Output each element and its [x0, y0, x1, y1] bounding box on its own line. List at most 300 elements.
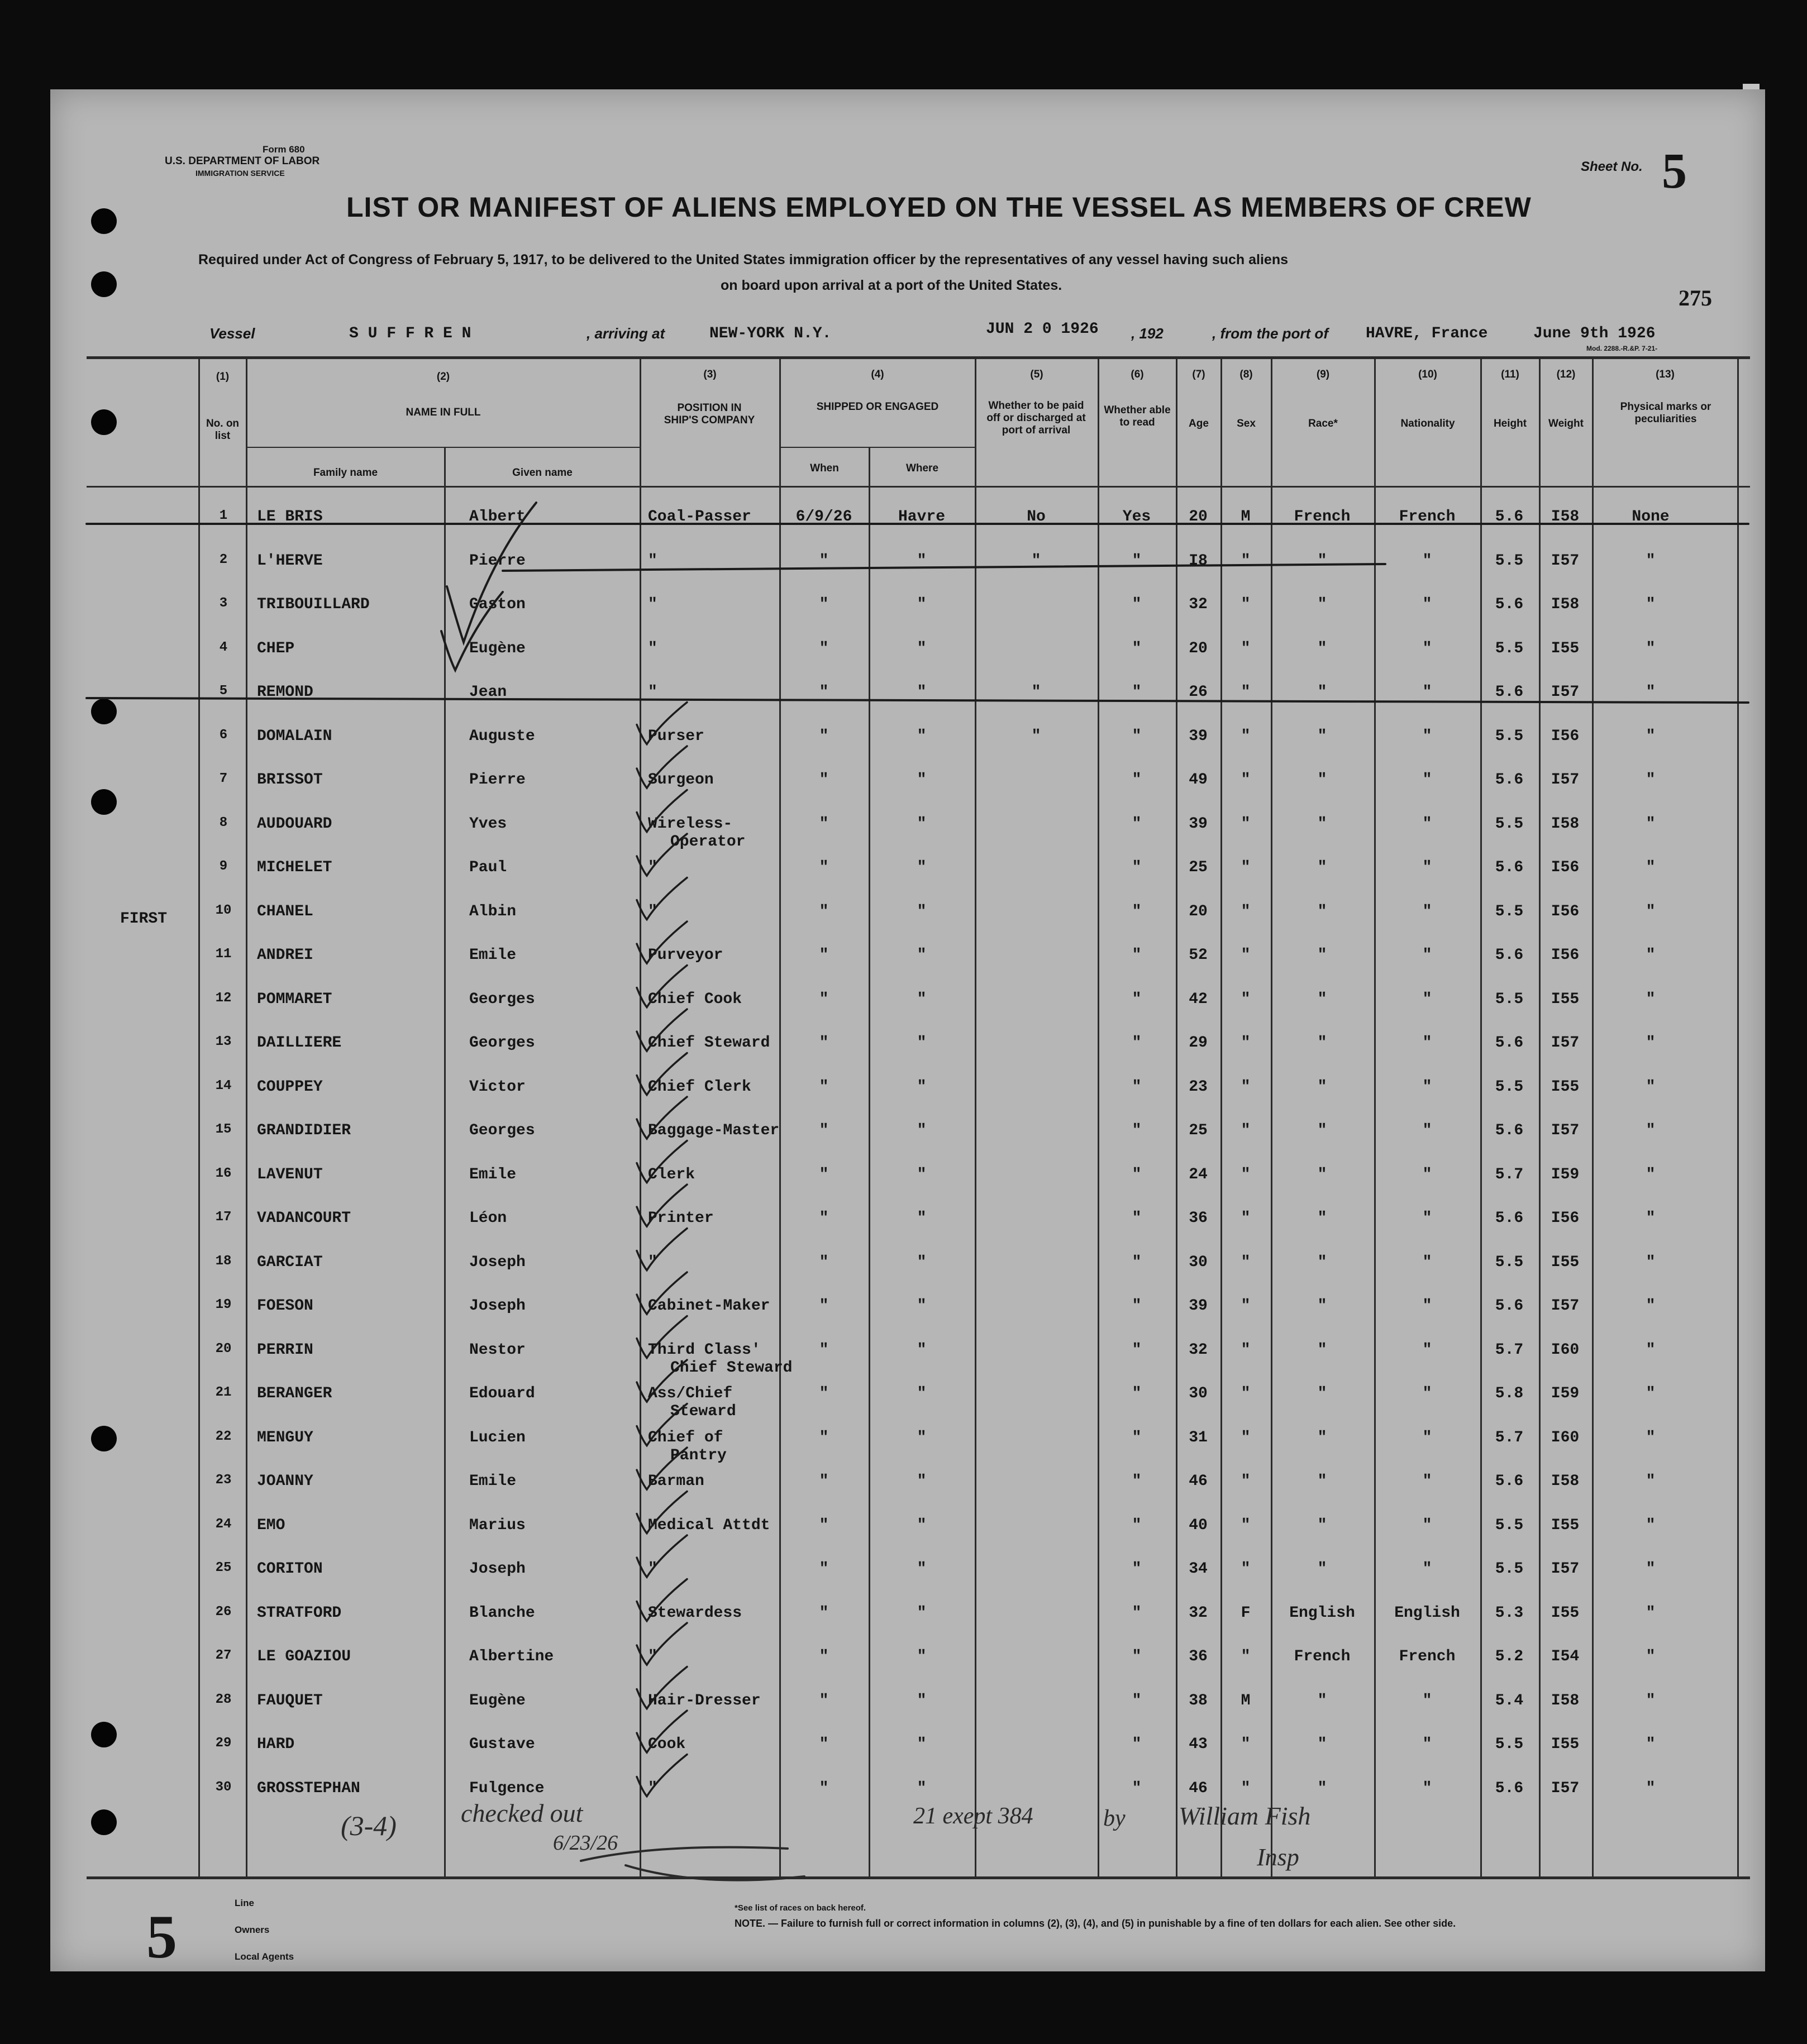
cell-age: 32	[1189, 1341, 1208, 1359]
cell-no: 2	[219, 552, 228, 567]
cell-marks: "	[1646, 1166, 1656, 1183]
cell-nat: "	[1422, 1560, 1432, 1578]
cell-when: "	[819, 859, 829, 876]
cell-age: 39	[1189, 727, 1208, 745]
footer-line-label: Line	[235, 1898, 254, 1908]
cell-nat: "	[1422, 1122, 1432, 1139]
cell-sex: "	[1241, 1648, 1251, 1665]
cell-nat: "	[1422, 727, 1432, 745]
cell-age: 30	[1189, 1385, 1208, 1402]
col5-number: (5)	[1030, 369, 1043, 380]
cell-where: "	[917, 1253, 927, 1271]
cell-race: "	[1317, 1473, 1327, 1490]
cell-sex: "	[1241, 1473, 1251, 1490]
col4b-header: Where	[905, 462, 939, 474]
cell-when: "	[819, 639, 829, 657]
cell-height: 5.7	[1495, 1429, 1524, 1446]
cell-position-continued: Chief Steward	[670, 1359, 793, 1377]
cell-sex: M	[1241, 1692, 1251, 1709]
cell-sex: "	[1241, 990, 1251, 1008]
cell-no: 19	[215, 1297, 232, 1312]
cell-weight: I56	[1551, 947, 1580, 964]
cell-family: BERANGER	[257, 1385, 332, 1402]
footer-agents-label: Local Agents	[235, 1951, 294, 1962]
cell-position: Surgeon	[648, 771, 714, 789]
cell-when: "	[819, 1516, 829, 1534]
check-mark	[637, 921, 687, 963]
cell-marks: "	[1646, 1341, 1656, 1359]
cell-read: "	[1132, 771, 1142, 789]
cell-read: "	[1132, 1692, 1142, 1709]
cell-nat: "	[1422, 1210, 1432, 1227]
cell-marks: "	[1646, 902, 1656, 920]
cell-weight: I56	[1551, 859, 1580, 876]
cell-sex: "	[1241, 1779, 1251, 1797]
cell-family: FOESON	[257, 1297, 313, 1315]
cell-read: Yes	[1122, 508, 1151, 526]
cell-race: "	[1317, 947, 1327, 964]
cell-family: AUDOUARD	[257, 815, 332, 833]
cell-age: 24	[1189, 1166, 1208, 1183]
cell-sex: "	[1241, 552, 1251, 570]
cell-given: Yves	[469, 815, 507, 833]
cell-marks: "	[1646, 1779, 1656, 1797]
strike-through-row-5	[87, 698, 1748, 703]
col11-header: Height	[1493, 418, 1527, 429]
col2b-header: Given name	[512, 467, 573, 479]
cell-weight: I58	[1551, 815, 1580, 833]
cell-position: Wireless-	[648, 815, 733, 833]
cell-race: "	[1317, 1297, 1327, 1315]
cell-height: 5.3	[1495, 1604, 1524, 1622]
cell-read: "	[1132, 1034, 1142, 1052]
col12-number: (12)	[1556, 369, 1576, 380]
cell-when: "	[819, 1166, 829, 1183]
cell-family: DOMALAIN	[257, 727, 332, 745]
footer-race-note: *See list of races on back hereof.	[735, 1903, 866, 1913]
cell-given: Emile	[469, 1473, 517, 1490]
check-mark	[637, 1097, 687, 1139]
check-mark	[637, 1492, 687, 1534]
col13-number: (13)	[1656, 369, 1675, 380]
cell-age: 32	[1189, 596, 1208, 613]
cell-position: Ass/Chief	[648, 1385, 733, 1402]
cell-where: "	[917, 684, 927, 701]
cell-position: "	[648, 1779, 657, 1797]
cell-position: "	[648, 596, 657, 613]
footer-penalty-note: NOTE. — Failure to furnish full or correct information in columns (2), (3), (4), and (5) in punishable by a fine of ten dollars for each alien. See other side.	[735, 1918, 1456, 1929]
cell-weight: I55	[1551, 1078, 1580, 1096]
cell-read: "	[1132, 1736, 1142, 1753]
cell-age: 52	[1189, 947, 1208, 964]
cell-weight: I59	[1551, 1385, 1580, 1402]
cell-given: Emile	[469, 947, 517, 964]
cell-where: "	[917, 1692, 927, 1709]
handwritten-note-left: (3-4)	[341, 1810, 397, 1841]
cell-weight: I55	[1551, 1736, 1580, 1753]
cell-height: 5.6	[1495, 771, 1524, 789]
cell-age: 26	[1189, 684, 1208, 701]
cell-age: 20	[1189, 639, 1208, 657]
cell-sex: "	[1241, 1297, 1251, 1315]
check-mark	[637, 1579, 687, 1621]
cell-where: "	[917, 771, 927, 789]
cell-weight: I58	[1551, 596, 1580, 613]
cell-family: HARD	[257, 1736, 295, 1753]
cell-sex: "	[1241, 1122, 1251, 1139]
cell-position: "	[648, 1560, 657, 1578]
check-mark	[637, 1755, 687, 1797]
cell-family: ANDREI	[257, 947, 313, 964]
cell-when: "	[819, 1253, 829, 1271]
cell-race: "	[1317, 1692, 1327, 1709]
cell-no: 18	[215, 1253, 232, 1269]
cell-when: "	[819, 552, 829, 570]
cell-sex: "	[1241, 815, 1251, 833]
cell-read: "	[1132, 684, 1142, 701]
col9-number: (9)	[1316, 369, 1330, 380]
cell-given: Gaston	[469, 596, 526, 613]
arriving-port: NEW-YORK N.Y.	[709, 325, 832, 342]
cell-paid: No	[1027, 508, 1046, 526]
cell-given: Georges	[469, 1034, 535, 1052]
cell-race: "	[1317, 1078, 1327, 1096]
col3-number: (3)	[703, 369, 717, 380]
cell-sex: "	[1241, 727, 1251, 745]
col6-number: (6)	[1131, 369, 1144, 380]
cell-given: Joseph	[469, 1297, 526, 1315]
cell-no: 3	[219, 596, 228, 611]
cell-given: Gustave	[469, 1736, 535, 1753]
cell-read: "	[1132, 1779, 1142, 1797]
cell-no: 17	[215, 1210, 232, 1225]
first-class-label: FIRST	[120, 910, 168, 928]
cell-nat: "	[1422, 1516, 1432, 1534]
cell-position: Stewardess	[648, 1604, 742, 1622]
cell-race: "	[1317, 1385, 1327, 1402]
cell-marks: "	[1646, 1429, 1656, 1446]
col2-number: (2)	[436, 371, 450, 383]
cell-nat: "	[1422, 947, 1432, 964]
cell-position: Medical Attdt	[648, 1516, 770, 1534]
cell-sex: M	[1241, 508, 1251, 526]
cell-marks: "	[1646, 1210, 1656, 1227]
cell-when: "	[819, 1429, 829, 1446]
cell-marks: "	[1646, 1516, 1656, 1534]
cell-marks: "	[1646, 1122, 1656, 1139]
cell-race: "	[1317, 1560, 1327, 1578]
cell-sex: "	[1241, 1341, 1251, 1359]
cell-given: Albin	[469, 902, 517, 920]
cell-where: Havre	[898, 508, 945, 526]
cell-given: Paul	[469, 859, 507, 876]
cell-marks: "	[1646, 990, 1656, 1008]
col4-number: (4)	[871, 369, 884, 380]
cell-given: Léon	[469, 1210, 507, 1227]
cell-nat: English	[1394, 1604, 1460, 1622]
cell-position: "	[648, 1648, 657, 1665]
cell-age: 39	[1189, 1297, 1208, 1315]
col10-number: (10)	[1418, 369, 1437, 380]
cell-position: Clerk	[648, 1166, 695, 1183]
cell-age: 42	[1189, 990, 1208, 1008]
cell-age: I8	[1189, 552, 1208, 570]
cell-where: "	[917, 552, 927, 570]
cell-read: "	[1132, 639, 1142, 657]
cell-nat: "	[1422, 990, 1432, 1008]
cell-paid: "	[1031, 552, 1041, 570]
cell-race: "	[1317, 1516, 1327, 1534]
cell-where: "	[917, 1560, 927, 1578]
cell-race: "	[1317, 727, 1327, 745]
cell-family: COUPPEY	[257, 1078, 323, 1096]
cell-when: "	[819, 902, 829, 920]
cell-when: "	[819, 1385, 829, 1402]
form-modification-note: Mod. 2288.-R.&P. 7-21-	[1586, 345, 1658, 352]
cell-family: CHANEL	[257, 902, 313, 920]
cell-given: Albert	[469, 508, 526, 526]
cell-age: 32	[1189, 1604, 1208, 1622]
cell-marks: "	[1646, 859, 1656, 876]
check-mark	[637, 966, 687, 1007]
footer-owners-label: Owners	[235, 1924, 270, 1935]
cell-no: 10	[215, 902, 232, 918]
page-title: LIST OR MANIFEST OF ALIENS EMPLOYED ON THE VESSEL AS MEMBERS OF CREW	[346, 192, 1532, 223]
cell-height: 5.6	[1495, 1034, 1524, 1052]
cell-height: 5.7	[1495, 1341, 1524, 1359]
cell-family: POMMARET	[257, 990, 332, 1008]
cell-no: 20	[215, 1341, 232, 1357]
check-mark	[637, 1185, 687, 1226]
cell-where: "	[917, 1736, 927, 1753]
handwritten-checked-out: checked out	[461, 1799, 583, 1827]
cell-race: "	[1317, 1034, 1327, 1052]
cell-marks: "	[1646, 1736, 1656, 1753]
cell-weight: I57	[1551, 1560, 1580, 1578]
cell-marks: "	[1646, 815, 1656, 833]
cell-position: Cook	[648, 1736, 686, 1753]
cell-weight: I57	[1551, 1034, 1580, 1052]
cell-read: "	[1132, 1210, 1142, 1227]
cell-age: 23	[1189, 1078, 1208, 1096]
cell-where: "	[917, 1779, 927, 1797]
cell-race: "	[1317, 1122, 1327, 1139]
cell-position: Purveyor	[648, 947, 723, 964]
cell-position: "	[648, 684, 657, 701]
cell-when: "	[819, 1210, 829, 1227]
cell-race: "	[1317, 902, 1327, 920]
cell-given: Lucien	[469, 1429, 526, 1446]
cell-family: VADANCOURT	[257, 1210, 351, 1227]
cell-given: Nestor	[469, 1341, 526, 1359]
cell-when: "	[819, 815, 829, 833]
check-mark	[637, 1272, 687, 1314]
cell-no: 29	[215, 1736, 232, 1751]
cell-read: "	[1132, 1297, 1142, 1315]
arriving-label: , arriving at	[587, 325, 665, 342]
cell-when: "	[819, 1122, 829, 1139]
cell-race: French	[1294, 1648, 1351, 1665]
cell-where: "	[917, 1034, 927, 1052]
cell-nat: "	[1422, 639, 1432, 657]
subtitle-line-1: Required under Act of Congress of February 5, 1917, to be delivered to the United States immigration officer by the representatives of any vessel having such aliens	[198, 252, 1288, 268]
cell-given: Emile	[469, 1166, 517, 1183]
cell-given: Marius	[469, 1516, 526, 1534]
cell-family: GROSSTEPHAN	[257, 1779, 360, 1797]
cell-no: 11	[215, 947, 232, 962]
page-stamp: 275	[1679, 285, 1712, 311]
cell-read: "	[1132, 990, 1142, 1008]
cell-race: "	[1317, 639, 1327, 657]
cell-family: JOANNY	[257, 1473, 313, 1490]
cell-nat: French	[1399, 508, 1456, 526]
cell-given: Eugène	[469, 1692, 526, 1709]
cell-age: 20	[1189, 902, 1208, 920]
col11-number: (11)	[1501, 369, 1519, 380]
cell-where: "	[917, 1648, 927, 1665]
check-mark	[637, 746, 687, 788]
check-mark	[637, 1009, 687, 1051]
cell-age: 36	[1189, 1210, 1208, 1227]
sheet-label: Sheet No.	[1581, 159, 1643, 174]
cell-where: "	[917, 947, 927, 964]
check-mark	[637, 1623, 687, 1665]
cell-family: L'HERVE	[257, 552, 323, 570]
cell-when: "	[819, 684, 829, 701]
cell-family: CORITON	[257, 1560, 323, 1578]
check-mark	[637, 1360, 687, 1402]
cell-age: 46	[1189, 1779, 1208, 1797]
cell-read: "	[1132, 1122, 1142, 1139]
cell-nat: "	[1422, 596, 1432, 613]
cell-position: "	[648, 859, 657, 876]
year-label: , 192	[1131, 325, 1164, 342]
cell-height: 5.6	[1495, 684, 1524, 701]
cell-family: TRIBOUILLARD	[257, 596, 370, 613]
cell-weight: I58	[1551, 508, 1580, 526]
cell-position: "	[648, 902, 657, 920]
cell-sex: "	[1241, 902, 1251, 920]
cell-race: English	[1289, 1604, 1355, 1622]
cell-nat: "	[1422, 859, 1432, 876]
col9-header: Race*	[1308, 418, 1338, 429]
cell-when: "	[819, 990, 829, 1008]
cell-family: LE BRIS	[257, 508, 323, 526]
cell-nat: "	[1422, 902, 1432, 920]
inspector-signature: William Fish	[1179, 1802, 1311, 1830]
cell-where: "	[917, 902, 927, 920]
cell-sex: "	[1241, 771, 1251, 789]
cell-weight: I60	[1551, 1341, 1580, 1359]
cell-no: 24	[215, 1516, 232, 1532]
cell-position-continued: Pantry	[670, 1446, 727, 1464]
cell-no: 28	[215, 1692, 232, 1707]
cell-read: "	[1132, 815, 1142, 833]
cell-where: "	[917, 1078, 927, 1096]
cell-no: 6	[219, 727, 228, 743]
cell-position: Hair-Dresser	[648, 1692, 761, 1709]
cell-when: 6/9/26	[795, 508, 852, 526]
cell-no: 21	[215, 1385, 232, 1400]
cell-where: "	[917, 815, 927, 833]
check-mark	[637, 1535, 687, 1577]
cell-family: MICHELET	[257, 859, 332, 876]
col8-number: (8)	[1239, 369, 1253, 380]
cell-sex: "	[1241, 1429, 1251, 1446]
cell-no: 4	[219, 639, 228, 655]
cell-nat: "	[1422, 684, 1432, 701]
cell-family: GARCIAT	[257, 1253, 323, 1271]
cell-weight: I57	[1551, 1779, 1580, 1797]
cell-race: "	[1317, 1166, 1327, 1183]
cell-read: "	[1132, 727, 1142, 745]
cell-weight: I57	[1551, 684, 1580, 701]
col1-header: No. on list	[206, 418, 240, 442]
cell-no: 13	[215, 1034, 232, 1049]
cell-nat: "	[1422, 1429, 1432, 1446]
cell-position: Chief of	[648, 1429, 723, 1446]
cell-when: "	[819, 727, 829, 745]
check-mark	[637, 1141, 687, 1183]
cell-where: "	[917, 859, 927, 876]
cell-family: REMOND	[257, 684, 313, 701]
cell-sex: "	[1241, 596, 1251, 613]
cell-race: "	[1317, 1736, 1327, 1753]
cell-age: 38	[1189, 1692, 1208, 1709]
cell-race: French	[1294, 508, 1351, 526]
cell-given: Pierre	[469, 771, 526, 789]
cell-position: Chief Clerk	[648, 1078, 751, 1096]
cell-no: 16	[215, 1166, 232, 1181]
cell-read: "	[1132, 1385, 1142, 1402]
cell-age: 30	[1189, 1253, 1208, 1271]
cell-when: "	[819, 1297, 829, 1315]
cell-sex: "	[1241, 1166, 1251, 1183]
cell-age: 36	[1189, 1648, 1208, 1665]
check-mark	[637, 790, 687, 832]
cell-given: Georges	[469, 1122, 535, 1139]
cell-when: "	[819, 1341, 829, 1359]
cell-sex: "	[1241, 684, 1251, 701]
cell-height: 5.7	[1495, 1166, 1524, 1183]
cell-family: PERRIN	[257, 1341, 313, 1359]
cell-when: "	[819, 1473, 829, 1490]
cell-height: 5.5	[1495, 639, 1524, 657]
cell-age: 29	[1189, 1034, 1208, 1052]
cell-position: Third Class'	[648, 1341, 761, 1359]
cell-when: "	[819, 947, 829, 964]
cell-read: "	[1132, 1341, 1142, 1359]
arrival-date-stamp: JUN 2 0 1926	[986, 321, 1099, 338]
cell-read: "	[1132, 947, 1142, 964]
cell-where: "	[917, 1297, 927, 1315]
col12-header: Weight	[1548, 418, 1584, 429]
cell-height: 5.5	[1495, 990, 1524, 1008]
cell-age: 40	[1189, 1516, 1208, 1534]
cell-race: "	[1317, 771, 1327, 789]
cell-race: "	[1317, 552, 1327, 570]
cell-position: Coal-Passer	[648, 508, 751, 526]
cell-marks: "	[1646, 771, 1656, 789]
cell-height: 5.2	[1495, 1648, 1524, 1665]
cell-race: "	[1317, 990, 1327, 1008]
cell-when: "	[819, 1034, 829, 1052]
cell-race: "	[1317, 1429, 1327, 1446]
cell-position: Printer	[648, 1210, 714, 1227]
cell-marks: "	[1646, 639, 1656, 657]
handwritten-underline	[581, 1847, 788, 1861]
cell-nat: "	[1422, 1341, 1432, 1359]
